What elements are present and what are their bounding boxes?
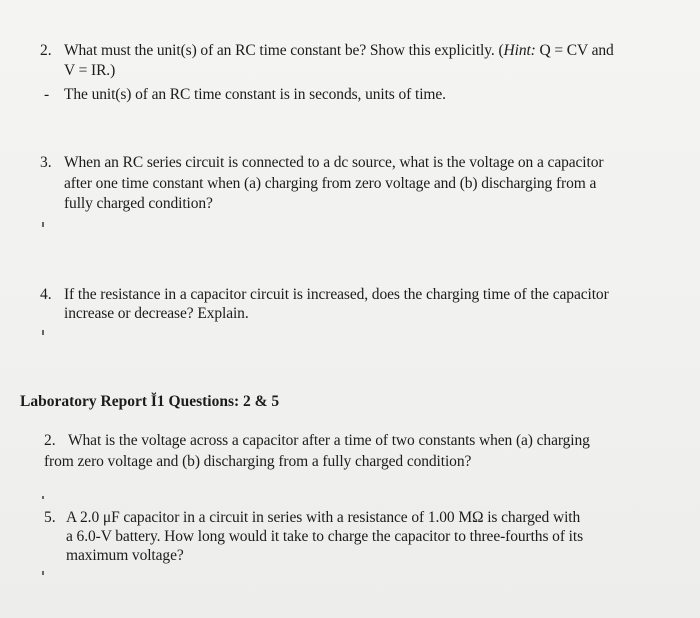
lab-question-5-line-2: a 6.0-V battery. How long would it take to charge the capacitor to three-fourths of its [66, 528, 583, 545]
stray-mark [42, 571, 44, 575]
stray-mark [42, 330, 44, 335]
question-4-line-2: increase or decrease? Explain. [64, 305, 249, 322]
lab-question-5-number: 5. [44, 509, 56, 526]
question-2-line-1: What must the unit(s) of an RC time constant be? Show this explicitly. (Hint: Q = CV and [64, 42, 614, 59]
lab-question-2-line-2: from zero voltage and (b) discharging from a fully charged condition? [44, 453, 472, 470]
lab-question-5-line-3: maximum voltage? [66, 547, 184, 564]
question-3-line-2: after one time constant when (a) charging from zero voltage and (b) discharging from a [64, 175, 597, 192]
lab-question-2-line-1: What is the voltage across a capacitor after a time of two constants when (a) charging [68, 432, 590, 449]
question-3-line-1: When an RC series circuit is connected to a dc source, what is the voltage on a capacitor [64, 154, 604, 171]
lab-report-heading: Laboratory Report Ĭ1 Questions: 2 & 5 [20, 393, 280, 410]
question-3-number: 3. [40, 154, 52, 171]
stray-mark [42, 496, 44, 499]
question-2-answer: The unit(s) of an RC time constant is in seconds, units of time. [64, 86, 446, 103]
lab-question-5-line-1: A 2.0 μF capacitor in a circuit in series with a resistance of 1.00 MΩ is charged with [66, 509, 581, 526]
question-3-line-3: fully charged condition? [64, 195, 213, 212]
question-4-number: 4. [40, 286, 52, 303]
lab-question-2-number: 2. [44, 432, 56, 449]
question-2-number: 2. [40, 42, 52, 59]
question-4-line-1: If the resistance in a capacitor circuit is increased, does the charging time of the capacitor [64, 286, 609, 303]
stray-mark [42, 222, 44, 227]
answer-bullet: - [44, 86, 50, 103]
question-2-line-2: V = IR.) [64, 62, 116, 79]
